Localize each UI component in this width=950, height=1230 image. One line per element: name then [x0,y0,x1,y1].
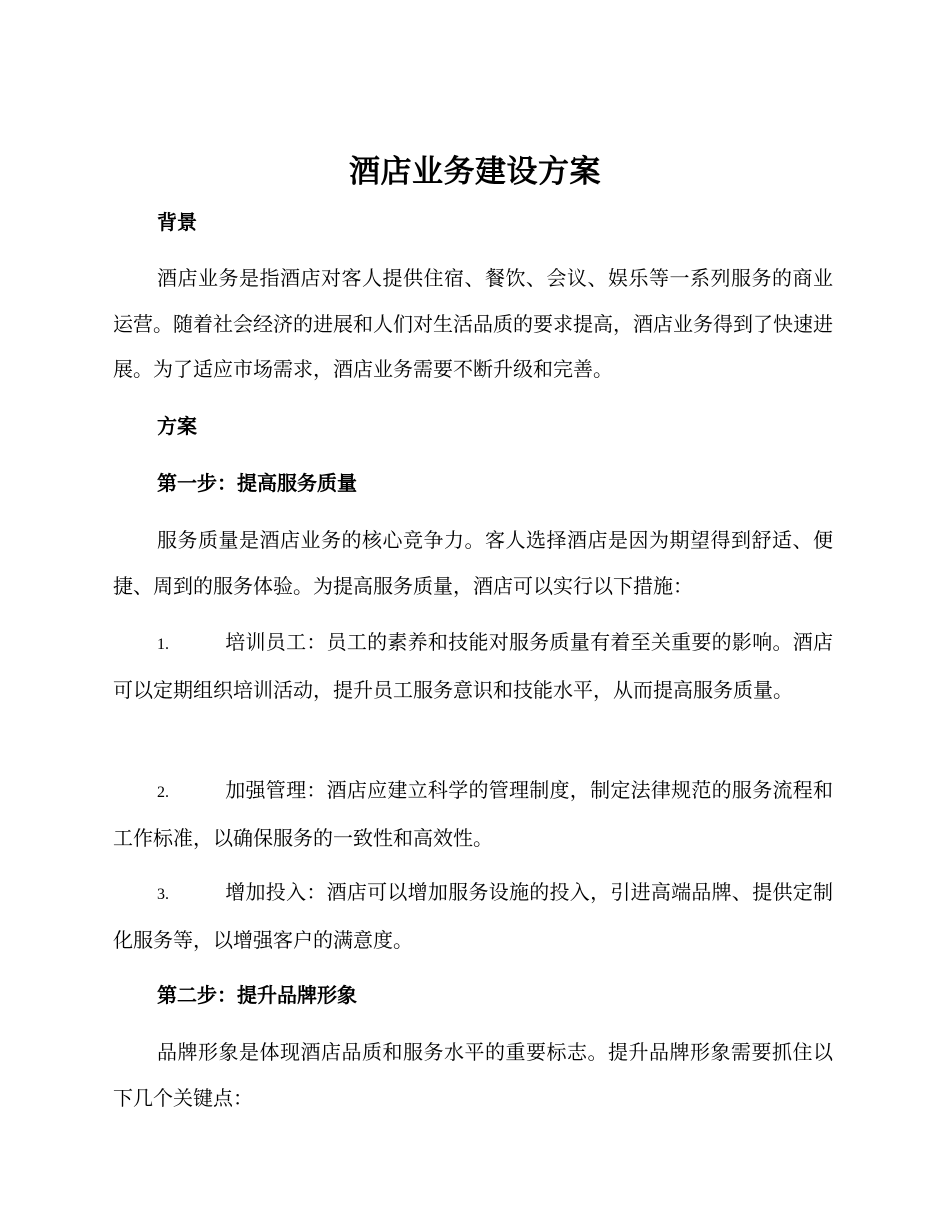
list-item-number: 2. [157,784,169,801]
list-item [113,768,833,861]
list-item-text: 加强管理：酒店应建立科学的管理制度，制定法律规范的服务流程和工作标准，以确保服务的一致性和高效性。 [113,778,833,850]
list-item-number: 1. [157,636,169,653]
section-heading-plan: 方案 [157,414,197,438]
list-item [113,870,833,963]
background-paragraph: 酒店业务是指酒店对客人提供住宿、餐饮、会议、娱乐等一系列服务的商业运营。随着社会经济的进展和人们对生活品质的要求提高，酒店业务得到了快速进展。为了适应市场需求，酒店业务需要不断升级和完善。 [113,266,833,381]
step2-heading: 第二步：提升品牌形象 [157,983,357,1007]
list-item-text: 增加投入：酒店可以增加服务设施的投入，引进高端品牌、提供定制化服务等，以增强客户的满意度。 [113,880,833,952]
document-title: 酒店业务建设方案 [349,154,601,190]
list-item-text: 培训员工：员工的素养和技能对服务质量有着至关重要的影响。酒店可以定期组织培训活动，提升员工服务意识和技能水平，从而提高服务质量。 [113,630,833,702]
step2-paragraph: 品牌形象是体现酒店品质和服务水平的重要标志。提升品牌形象需要抓住以下几个关键点： [113,1040,833,1110]
list-item [113,620,833,713]
step1-paragraph: 服务质量是酒店业务的核心竞争力。客人选择酒店是因为期望得到舒适、便捷、周到的服务体验。为提高服务质量，酒店可以实行以下措施： [113,528,833,598]
section-heading-background: 背景 [157,210,197,234]
list-item-number: 3. [157,886,169,903]
step1-heading: 第一步：提高服务质量 [157,471,357,495]
